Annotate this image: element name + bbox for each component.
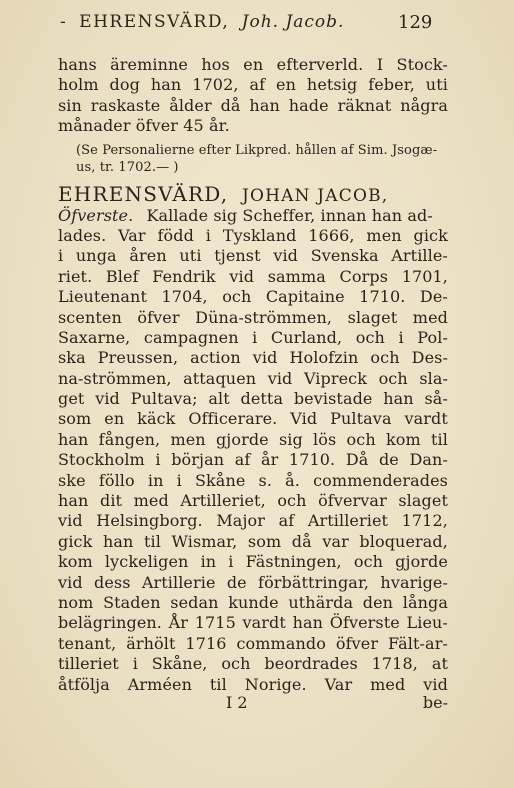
word: uti xyxy=(179,246,202,266)
word: af xyxy=(249,75,266,95)
word: gjorde xyxy=(395,552,448,572)
word: na-strömmen, xyxy=(58,368,172,388)
word: ska xyxy=(58,348,86,368)
text-line xyxy=(58,613,448,633)
word: och xyxy=(222,287,252,307)
word: sedan xyxy=(170,592,219,612)
word: de xyxy=(378,450,399,470)
word: vid xyxy=(423,674,448,694)
word: Skåne xyxy=(194,470,246,490)
text-line xyxy=(58,471,448,491)
word: år xyxy=(260,450,279,470)
word: ärhölt xyxy=(126,633,176,653)
text-line xyxy=(58,511,448,531)
word: i xyxy=(228,552,234,572)
word: Fästningen, xyxy=(245,552,342,572)
text-line xyxy=(58,634,448,654)
word: han xyxy=(150,75,182,95)
word: Staden xyxy=(103,592,161,612)
word: i xyxy=(205,225,211,245)
word: Artille- xyxy=(391,246,448,266)
word: 1715 xyxy=(194,613,236,633)
word: attaquen xyxy=(183,368,257,388)
word: och xyxy=(277,491,307,511)
word: Major xyxy=(216,511,265,531)
word: Pol- xyxy=(417,327,448,347)
word: efterverld. xyxy=(276,55,364,74)
word: bloquerad, xyxy=(359,531,448,551)
word: gjorde xyxy=(215,429,269,449)
word: Dan- xyxy=(409,450,448,470)
word: i xyxy=(252,327,258,347)
word: unga xyxy=(75,246,117,266)
previous-entry-ending xyxy=(58,55,448,137)
word: Pultava; xyxy=(130,389,198,409)
word: några xyxy=(400,95,448,115)
word: 1710. xyxy=(288,450,336,470)
word: Då xyxy=(345,450,369,470)
word: föllo xyxy=(98,470,135,490)
word: vardt xyxy=(242,613,286,633)
word: vid xyxy=(58,511,83,531)
word: Officerare. xyxy=(188,409,278,429)
word: sin xyxy=(58,95,82,115)
word: kom xyxy=(385,429,421,449)
word: den xyxy=(362,592,394,612)
word: tenant, xyxy=(58,633,117,653)
word: til xyxy=(209,674,227,694)
word: Lieutenant xyxy=(58,287,147,307)
word: gick xyxy=(58,531,93,551)
word: han xyxy=(292,613,324,633)
word: med xyxy=(370,674,406,694)
running-head-surname: EHRENSVÄRD, xyxy=(79,12,230,32)
word: en xyxy=(276,75,297,95)
text-line xyxy=(58,369,448,389)
word: ske xyxy=(58,470,86,490)
word: 1716 xyxy=(185,633,227,653)
text-line xyxy=(58,593,448,613)
page-number: 129 xyxy=(398,12,433,33)
word: Arméen xyxy=(127,674,192,694)
word: och xyxy=(346,429,376,449)
word: belägringen. xyxy=(58,613,162,633)
signature-mark: I 2 xyxy=(226,693,248,712)
word: at xyxy=(431,654,448,674)
text-line xyxy=(58,55,448,75)
word: nom xyxy=(58,592,94,612)
word: i xyxy=(132,654,138,674)
word: 1712, xyxy=(401,511,448,531)
word: Tyskland xyxy=(222,225,297,245)
word: han xyxy=(102,531,134,551)
word: han xyxy=(58,429,89,449)
word: Preussen, xyxy=(97,348,179,368)
word: han xyxy=(383,389,414,409)
word: vid xyxy=(252,348,278,368)
word: Artilleriet xyxy=(307,511,389,531)
word: til xyxy=(143,531,161,551)
word: Curland, xyxy=(270,327,343,347)
text-line xyxy=(58,328,448,348)
word: fången, xyxy=(98,429,161,449)
text-line xyxy=(58,409,448,429)
catchword: be- xyxy=(422,693,448,712)
text-line xyxy=(58,267,448,287)
source-note xyxy=(58,142,448,176)
text-line xyxy=(58,532,448,552)
word: 1666, xyxy=(308,225,355,245)
word: Norige. xyxy=(244,674,307,694)
text-line: Kallade sig Scheffer, innan han ad- xyxy=(146,205,433,225)
word: Corps xyxy=(339,266,389,286)
word: kom xyxy=(58,552,93,572)
word: då xyxy=(220,95,241,115)
word: Svenska xyxy=(310,246,379,266)
word: vid xyxy=(95,389,120,409)
word: Skåne, xyxy=(151,654,208,674)
word: och xyxy=(355,327,385,347)
word: tjenst xyxy=(214,246,261,266)
word: sla- xyxy=(419,368,448,388)
word: han xyxy=(58,491,89,511)
source-line: (Se Personalierne efter Likpred. hållen af Sim. Jsogæ- xyxy=(76,142,438,158)
word: så- xyxy=(424,389,448,409)
word: bevistade xyxy=(293,389,373,409)
text-line xyxy=(58,552,448,572)
source-line: us, tr. 1702.— ) xyxy=(76,159,179,175)
word: Öfverste xyxy=(329,613,400,633)
word: Holofzin xyxy=(289,348,359,368)
text-line-first xyxy=(58,206,448,226)
text-line xyxy=(58,491,448,511)
entry-title: Öfverste. xyxy=(58,205,134,225)
word: med xyxy=(133,491,169,511)
word: feber, xyxy=(368,75,415,95)
word: då xyxy=(291,531,312,551)
word: De- xyxy=(419,287,448,307)
word: född xyxy=(157,225,194,245)
word: Var xyxy=(118,225,146,245)
entry-ehrensvard-johan-jacob xyxy=(58,182,448,695)
word: och xyxy=(370,348,400,368)
word: sig xyxy=(278,429,303,449)
word: Vipreck xyxy=(303,368,368,388)
word: detta xyxy=(240,389,284,409)
word: s. xyxy=(258,470,273,490)
word: Var xyxy=(324,674,353,694)
text-line xyxy=(58,430,448,450)
word: Vid xyxy=(290,409,318,429)
word: uti xyxy=(425,75,448,95)
entry-heading-given-name: JOHAN JACOB, xyxy=(241,185,389,206)
word: hetsig xyxy=(306,75,358,95)
word: lyckeligen xyxy=(104,552,189,572)
word: var xyxy=(322,531,349,551)
word: Wismar, xyxy=(171,531,238,551)
word: campagnen xyxy=(143,327,239,347)
word: men xyxy=(170,429,206,449)
word: Stock- xyxy=(396,55,448,74)
word: alt xyxy=(208,389,230,409)
word: öfvervar xyxy=(318,491,387,511)
text-line xyxy=(58,308,448,328)
word: Helsingborg. xyxy=(96,511,203,531)
text-line xyxy=(58,389,448,409)
text-line xyxy=(58,654,448,674)
word: Düna-strömmen, xyxy=(195,307,333,327)
word: vid xyxy=(273,246,299,266)
word: dit xyxy=(100,491,123,511)
word: förbättringar, xyxy=(258,572,370,592)
word: Saxarne, xyxy=(58,327,131,347)
text-line xyxy=(58,675,448,695)
word: slaget xyxy=(347,307,398,327)
word: Des- xyxy=(411,348,448,368)
word: hos xyxy=(201,55,230,74)
word: 1718, xyxy=(371,654,418,674)
word: med xyxy=(412,307,448,327)
word: uthärda xyxy=(288,592,354,612)
word: dess xyxy=(94,572,131,592)
word: beordrades xyxy=(264,654,358,674)
word: Pultava xyxy=(330,409,392,429)
header-leading-mark: - xyxy=(60,12,67,32)
word: År xyxy=(168,613,189,633)
word: öfver xyxy=(335,633,379,653)
word: Capitaine xyxy=(265,287,345,307)
word: 1710. xyxy=(359,287,406,307)
word: vardt xyxy=(404,409,448,429)
word: af xyxy=(234,450,251,470)
word: 1702, xyxy=(192,75,239,95)
word: som xyxy=(247,531,282,551)
text-line xyxy=(58,96,448,116)
word: Blef xyxy=(105,266,139,286)
word: Stockholm xyxy=(58,450,145,470)
text-line: månader öfver 45 år. xyxy=(58,116,230,136)
word: räknat xyxy=(337,95,392,115)
running-header xyxy=(60,12,440,40)
entry-heading xyxy=(58,182,448,206)
word: gick xyxy=(413,225,448,245)
word: hade xyxy=(288,95,329,115)
word: en xyxy=(243,55,264,74)
word: in xyxy=(147,470,164,490)
word: han xyxy=(249,95,280,115)
word: kunde xyxy=(228,592,279,612)
word: i xyxy=(398,327,404,347)
word: samma xyxy=(267,266,326,286)
word: af xyxy=(278,511,295,531)
word: til xyxy=(430,429,448,449)
word: in xyxy=(200,552,217,572)
word: vid xyxy=(229,266,255,286)
word: å. xyxy=(285,470,300,490)
word: början xyxy=(171,450,225,470)
word: Artilleriet, xyxy=(180,491,266,511)
word: commando xyxy=(236,633,326,653)
word: hans xyxy=(58,55,97,74)
word: i xyxy=(155,450,161,470)
word: commenderades xyxy=(313,470,448,490)
word: i xyxy=(58,246,64,266)
word: I xyxy=(376,55,384,74)
word: och xyxy=(378,368,408,388)
word: Fält-ar- xyxy=(388,633,448,653)
word: hvarige- xyxy=(380,572,448,592)
word: raskaste xyxy=(90,95,161,115)
word: vid xyxy=(58,572,83,592)
text-line xyxy=(58,246,448,266)
word: Fendrik xyxy=(152,266,216,286)
text-line xyxy=(58,287,448,307)
word: lades. xyxy=(58,225,107,245)
word: scenten xyxy=(58,307,122,327)
word: get xyxy=(58,389,85,409)
text-line xyxy=(58,573,448,593)
word: en xyxy=(104,409,125,429)
word: långa xyxy=(402,592,448,612)
word: 1701, xyxy=(401,266,448,286)
word: i xyxy=(176,470,182,490)
word: och xyxy=(353,552,384,572)
word: ålder xyxy=(169,95,212,115)
word: action xyxy=(190,348,241,368)
word: vid xyxy=(267,368,293,388)
word: 1704, xyxy=(161,287,208,307)
word: Lieu- xyxy=(406,613,448,633)
word: åtfölja xyxy=(58,674,110,694)
entry-heading-surname: EHRENSVÄRD, xyxy=(58,181,229,206)
word: men xyxy=(366,225,402,245)
word: tilleriet xyxy=(58,654,119,674)
word: slaget xyxy=(398,491,448,511)
word: åren xyxy=(129,246,167,266)
running-head-given-name: Joh. Jacob. xyxy=(241,12,345,32)
word: Artillerie xyxy=(141,572,216,592)
text-line xyxy=(58,348,448,368)
word: och xyxy=(221,654,251,674)
word: käck xyxy=(137,409,176,429)
word: dog xyxy=(109,75,140,95)
text-line xyxy=(58,450,448,470)
word: riet. xyxy=(58,266,93,286)
word: holm xyxy=(58,75,99,95)
word: som xyxy=(58,409,92,429)
word: öfver xyxy=(137,307,180,327)
word: de xyxy=(226,572,247,592)
word: äreminne xyxy=(110,55,188,74)
body-text xyxy=(58,55,448,695)
text-line xyxy=(58,226,448,246)
text-line xyxy=(58,75,448,95)
word: lös xyxy=(313,429,337,449)
page-footer xyxy=(58,693,448,715)
